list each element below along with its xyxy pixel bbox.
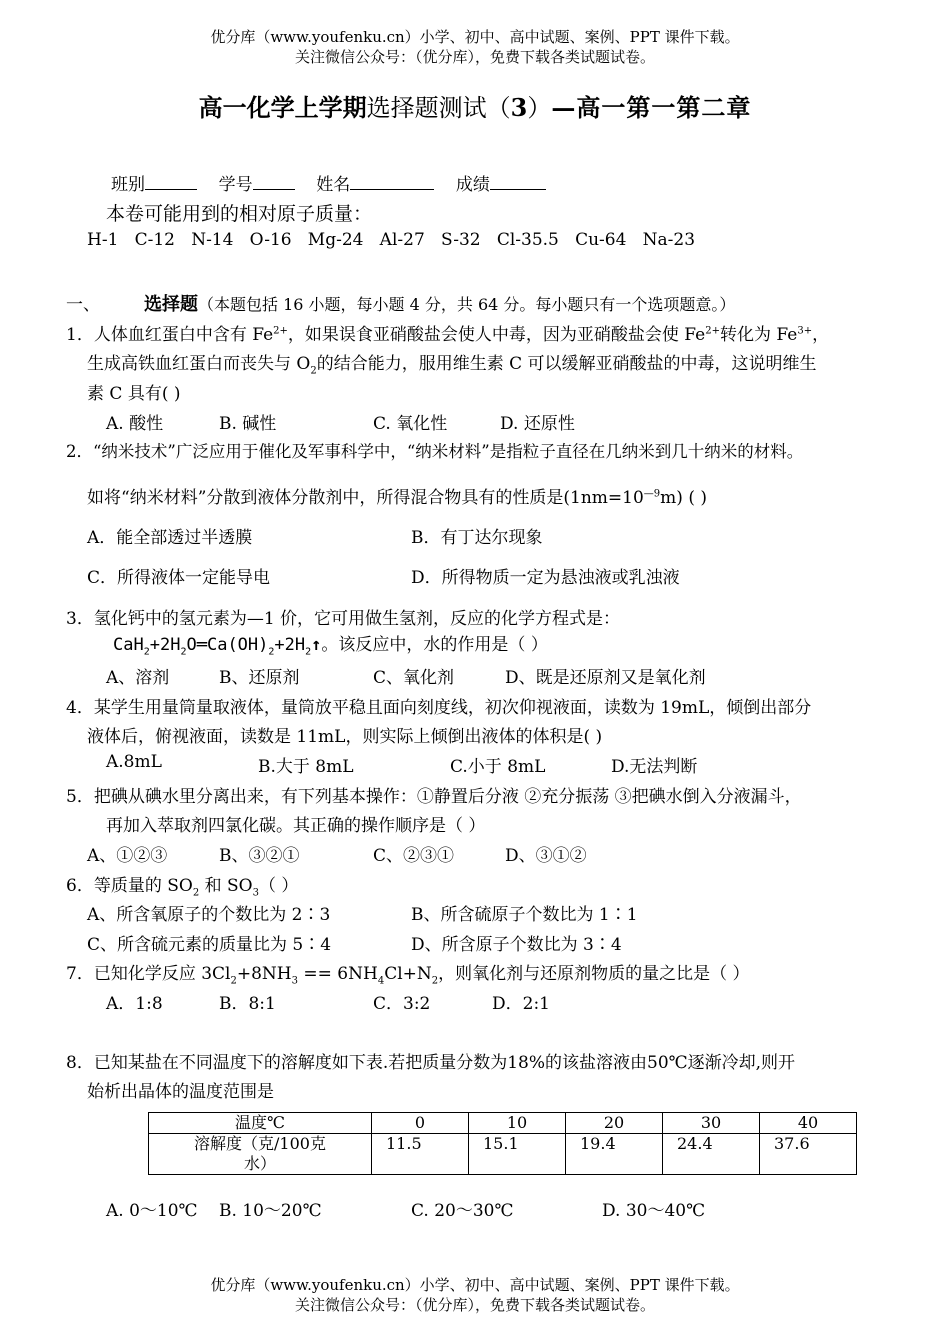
question-8-line-2: 始析出晶体的温度范围是 — [87, 1082, 274, 1102]
question-6-option-c: C、所含硫元素的质量比为 5∶4 — [87, 935, 332, 955]
question-1-option-a: A. 酸性 — [106, 414, 164, 434]
question-8-line-1: 8．已知某盐在不同温度下的溶解度如下表.若把质量分数为18%的该盐溶液由50℃逐渐冷却,则开 — [66, 1053, 796, 1073]
section-heading: 一、 选择题（本题包括 16 小题，每小题 4 分，共 64 分。每小题只有一个选项题意。） — [66, 294, 736, 315]
question-2-option-a: A．能全部透过半透膜 — [87, 528, 253, 548]
question-3-line-2: $CaH_2+2H_2O═Ca(OH)_2+2H_2↑$。该反应中，水的作用是（ ） — [113, 635, 548, 658]
question-5-option-b: B、③②① — [219, 846, 300, 866]
question-4-option-c: C.小于 8mL — [450, 757, 546, 777]
question-8-option-b: B. 10～20℃ — [219, 1201, 322, 1221]
solubility-header: 溶解度（克/100克 水） — [149, 1134, 372, 1175]
solubility-table — [148, 1112, 857, 1175]
question-4-line-1: 4．某学生用量筒量取液体，量筒放平稳且面向刻度线，初次仰视液面，读数为 19mL，倾倒出部分 — [66, 698, 812, 718]
question-1-line-1: 1．人体血红蛋白中含有 $Fe^{2+}$，如果误食亚硝酸盐会使人中毒，因为亚硝酸盐会使 $Fe^{2+}$转化为 $Fe^{3+}$， — [66, 325, 830, 345]
question-8-option-a: A. 0～10℃ — [106, 1201, 198, 1221]
question-6-line-1: 6．等质量的 $SO_2$ 和 $SO_3$（ ） — [66, 876, 299, 899]
question-2-line-2: 如将“纳米材料”分散到液体分散剂中，所得混合物具有的性质是$(1nm=10^{—9}m)$ ( ) — [87, 488, 707, 508]
question-8-option-c: C. 20～30℃ — [411, 1201, 514, 1221]
question-4-option-d: D.无法判断 — [611, 757, 698, 777]
temperature-cell: 10 — [469, 1113, 566, 1134]
question-3-option-b: B、还原剂 — [219, 668, 300, 688]
question-2-option-b: B．有丁达尔现象 — [411, 528, 543, 548]
question-8-option-d: D. 30～40℃ — [602, 1201, 706, 1221]
question-1-option-c: C. 氧化性 — [373, 414, 448, 434]
question-6-option-b: B、所含硫原子个数比为 1∶1 — [411, 905, 638, 925]
question-3-option-a: A、溶剂 — [106, 668, 170, 688]
question-7-option-b: B．8:1 — [219, 994, 276, 1014]
question-5-line-1: 5．把碘从碘水里分离出来，有下列基本操作：①静置后分液 ②充分振荡 ③把碘水倒入分液漏斗， — [66, 787, 802, 807]
question-3-line-1: 3．氢化钙中的氢元素为—1 价，它可用做生氢剂，反应的化学方程式是： — [66, 609, 621, 629]
question-2-line-1: 2．“纳米技术”广泛应用于催化及军事科学中，“纳米材料”是指粒子直径在几纳米到几十纳米的材料。 — [66, 442, 804, 461]
question-1-line-2: 生成高铁血红蛋白而丧失与 $O_2$的结合能力，服用维生素 C 可以缓解亚硝酸盐的中毒，这说明维生 — [87, 354, 817, 377]
question-6-option-a: A、所含氧原子的个数比为 2∶3 — [87, 905, 331, 925]
question-6-option-d: D、所含原子个数比为 3∶4 — [411, 935, 622, 955]
student-info-line: 班别 学号 姓名 成绩 — [111, 170, 546, 195]
temperature-header: 温度℃ — [149, 1113, 372, 1134]
temperature-cell: 30 — [663, 1113, 760, 1134]
solubility-cell: 11.5 — [372, 1134, 469, 1175]
page-title: 高一化学上学期选择题测试（3）—高一第一第二章 — [198, 93, 752, 122]
question-4-option-a: A.8mL — [106, 752, 162, 772]
solubility-cell: 15.1 — [469, 1134, 566, 1175]
question-7-option-c: C．3:2 — [373, 994, 431, 1014]
question-2-option-d: D．所得物质一定为悬浊液或乳浊液 — [411, 568, 680, 588]
temperature-cell: 40 — [760, 1113, 857, 1134]
solubility-cell: 19.4 — [566, 1134, 663, 1175]
atomic-mass-title: 本卷可能用到的相对原子质量： — [106, 203, 373, 225]
question-4-option-b: B.大于 8mL — [258, 757, 354, 777]
temperature-cell: 0 — [372, 1113, 469, 1134]
table-row — [149, 1134, 857, 1175]
header-line-2: 关注微信公众号：（优分库），免费下载各类试题试卷。 — [294, 48, 655, 66]
question-1-option-b: B. 碱性 — [219, 414, 277, 434]
atomic-mass-list: H-1 C-12 N-14 O-16 Mg-24 Al-27 S-32 Cl-35.5 Cu-64 Na-23 — [87, 230, 696, 250]
question-1-line-3: 素 C 具有( ) — [87, 384, 181, 404]
question-5-option-d: D、③①② — [505, 846, 587, 866]
chemical-equation: $CaH_2+2H_2O═Ca(OH)_2+2H_2↑$ — [113, 635, 322, 658]
table-row — [149, 1113, 857, 1134]
solubility-cell: 37.6 — [760, 1134, 857, 1175]
footer-line-2: 关注微信公众号：（优分库），免费下载各类试题试卷。 — [294, 1296, 655, 1314]
question-7-option-d: D．2:1 — [492, 994, 550, 1014]
question-4-line-2: 液体后，俯视液面，读数是 11mL，则实际上倾倒出液体的体积是( ) — [87, 727, 603, 747]
question-5-option-a: A、①②③ — [87, 846, 168, 866]
header-line-1: 优分库（www.youfenku.cn）小学、初中、高中试题、案例、PPT 课件下载。 — [210, 28, 740, 46]
footer-line-1: 优分库（www.youfenku.cn）小学、初中、高中试题、案例、PPT 课件下载。 — [210, 1276, 740, 1294]
question-3-option-d: D、既是还原剂又是氧化剂 — [505, 668, 706, 688]
question-3-option-c: C、氧化剂 — [373, 668, 455, 688]
question-7-option-a: A．1:8 — [106, 994, 163, 1014]
question-5-option-c: C、②③① — [373, 846, 455, 866]
question-5-line-2: 再加入萃取剂四氯化碳。其正确的操作顺序是（ ） — [106, 816, 486, 836]
temperature-cell: 20 — [566, 1113, 663, 1134]
solubility-cell: 24.4 — [663, 1134, 760, 1175]
question-1-option-d: D. 还原性 — [500, 414, 575, 434]
question-7-line-1: 7．已知化学反应 $3Cl_2+8NH_3 == 6NH_4Cl+N_2$，则氧化剂与还原剂物质的量之比是（ ） — [66, 964, 750, 987]
question-2-option-c: C．所得液体一定能导电 — [87, 568, 271, 588]
